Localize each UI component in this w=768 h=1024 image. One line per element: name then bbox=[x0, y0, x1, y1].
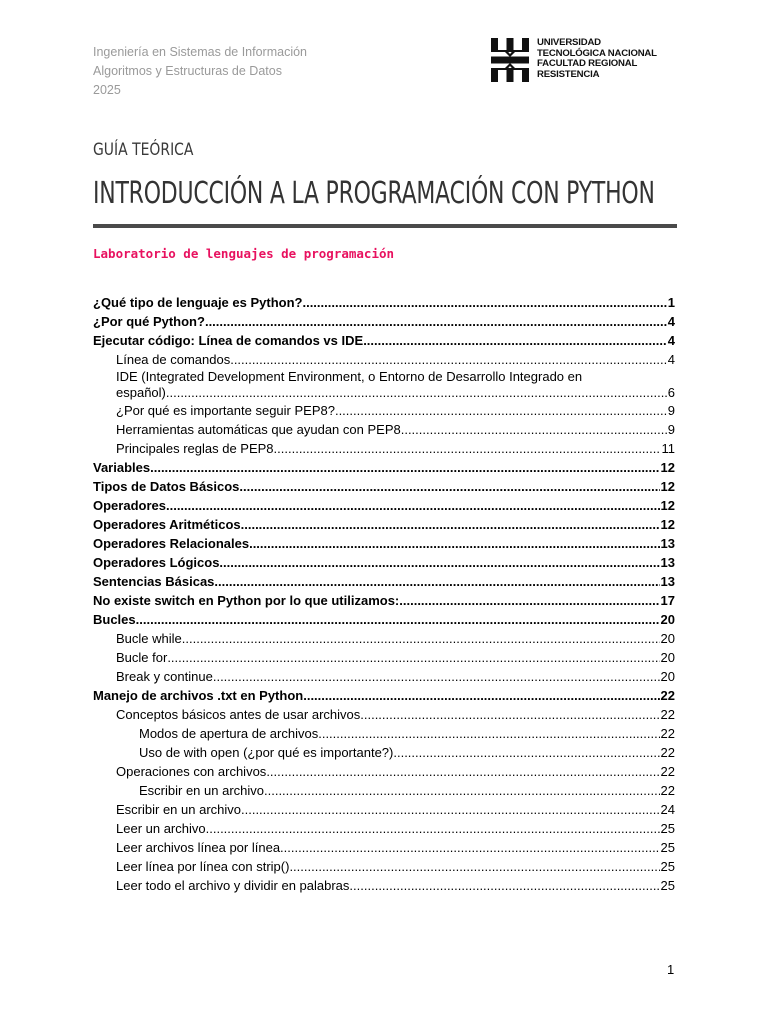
toc-entry[interactable]: Herramientas automáticas que ayudan con PEP8 ..... 9 bbox=[116, 420, 675, 439]
toc-entry[interactable]: Operaciones con archivos ..... 22 bbox=[116, 762, 675, 781]
university-name bbox=[537, 38, 657, 81]
toc-entry[interactable]: Operadores Relacionales ..... 13 bbox=[93, 534, 675, 553]
toc-entry[interactable]: Principales reglas de PEP8 ..... 11 bbox=[116, 439, 675, 458]
toc-entry[interactable]: Ejecutar código: Línea de comandos vs IDE ..... 4 bbox=[93, 331, 675, 350]
toc-entry[interactable]: Leer archivos línea por línea ..... 25 bbox=[116, 838, 675, 857]
toc-entry[interactable]: Operadores Lógicos ..... 13 bbox=[93, 553, 675, 572]
logo-line-1: UNIVERSIDAD bbox=[537, 37, 601, 48]
utn-emblem-icon bbox=[491, 38, 529, 82]
year: 2025 bbox=[93, 83, 121, 97]
subtitle: Laboratorio de lenguajes de programación bbox=[93, 246, 395, 261]
toc-entry[interactable]: Bucles ..... 20 bbox=[93, 610, 675, 629]
page-number: 1 bbox=[667, 962, 675, 977]
toc-entry[interactable]: Bucle while ..... 20 bbox=[116, 629, 675, 648]
toc-entry[interactable]: Break y continue ..... 20 bbox=[116, 667, 675, 686]
toc-entry[interactable]: Modos de apertura de archivos ..... 22 bbox=[139, 724, 675, 743]
toc-entry[interactable]: ¿Qué tipo de lenguaje es Python? ..... 1 bbox=[93, 293, 675, 312]
toc-entry[interactable]: Operadores Aritméticos ..... 12 bbox=[93, 515, 675, 534]
toc-entry[interactable]: Leer línea por línea con strip() ..... 25 bbox=[116, 857, 675, 876]
toc-entry[interactable]: ¿Por qué es importante seguir PEP8? ..... 9 bbox=[116, 401, 675, 420]
toc-entry[interactable]: Escribir en un archivo ..... 24 bbox=[116, 800, 675, 819]
document-header bbox=[93, 43, 393, 100]
toc-entry[interactable]: Leer todo el archivo y dividir en palabras ..... 25 bbox=[116, 876, 675, 895]
toc-entry[interactable]: Variables ..... 12 bbox=[93, 458, 675, 477]
toc-entry[interactable]: ¿Por qué Python? ..... 4 bbox=[93, 312, 675, 331]
toc-entry[interactable]: No existe switch en Python por lo que utilizamos: ..... 17 bbox=[93, 591, 675, 610]
career-name: Ingeniería en Sistemas de Información bbox=[93, 45, 308, 59]
page-title: INTRODUCCIÓN A LA PROGRAMACIÓN CON PYTHON bbox=[93, 176, 655, 211]
toc-entry[interactable]: Bucle for ..... 20 bbox=[116, 648, 675, 667]
toc-entry[interactable]: Tipos de Datos Básicos ..... 12 bbox=[93, 477, 675, 496]
guide-label: GUÍA TEÓRICA bbox=[93, 140, 194, 160]
toc-entry[interactable]: Sentencias Básicas ..... 13 bbox=[93, 572, 675, 591]
logo-line-3: FACULTAD REGIONAL bbox=[537, 58, 638, 70]
logo-line-2: TECNOLÓGICA NACIONAL bbox=[537, 47, 657, 59]
toc-entry[interactable]: IDE (Integrated Development Environment, o Entorno de Desarrollo Integrado en español) ..... 6 bbox=[116, 369, 675, 401]
subject-name: Algoritmos y Estructuras de Datos bbox=[93, 64, 282, 78]
toc-entry[interactable]: Conceptos básicos antes de usar archivos ..... 22 bbox=[116, 705, 675, 724]
toc-entry[interactable]: Manejo de archivos .txt en Python ..... 22 bbox=[93, 686, 675, 705]
toc-entry[interactable]: Leer un archivo ..... 25 bbox=[116, 819, 675, 838]
utn-logo bbox=[491, 38, 681, 82]
toc-entry[interactable]: Escribir en un archivo ..... 22 bbox=[139, 781, 675, 800]
logo-line-4: RESISTENCIA bbox=[537, 69, 600, 81]
toc-entry[interactable]: Línea de comandos ..... 4 bbox=[116, 350, 675, 369]
toc-entry[interactable]: Operadores ..... 12 bbox=[93, 496, 675, 515]
title-divider bbox=[93, 224, 677, 228]
toc-entry[interactable]: Uso de with open (¿por qué es importante?) ..... 22 bbox=[139, 743, 675, 762]
